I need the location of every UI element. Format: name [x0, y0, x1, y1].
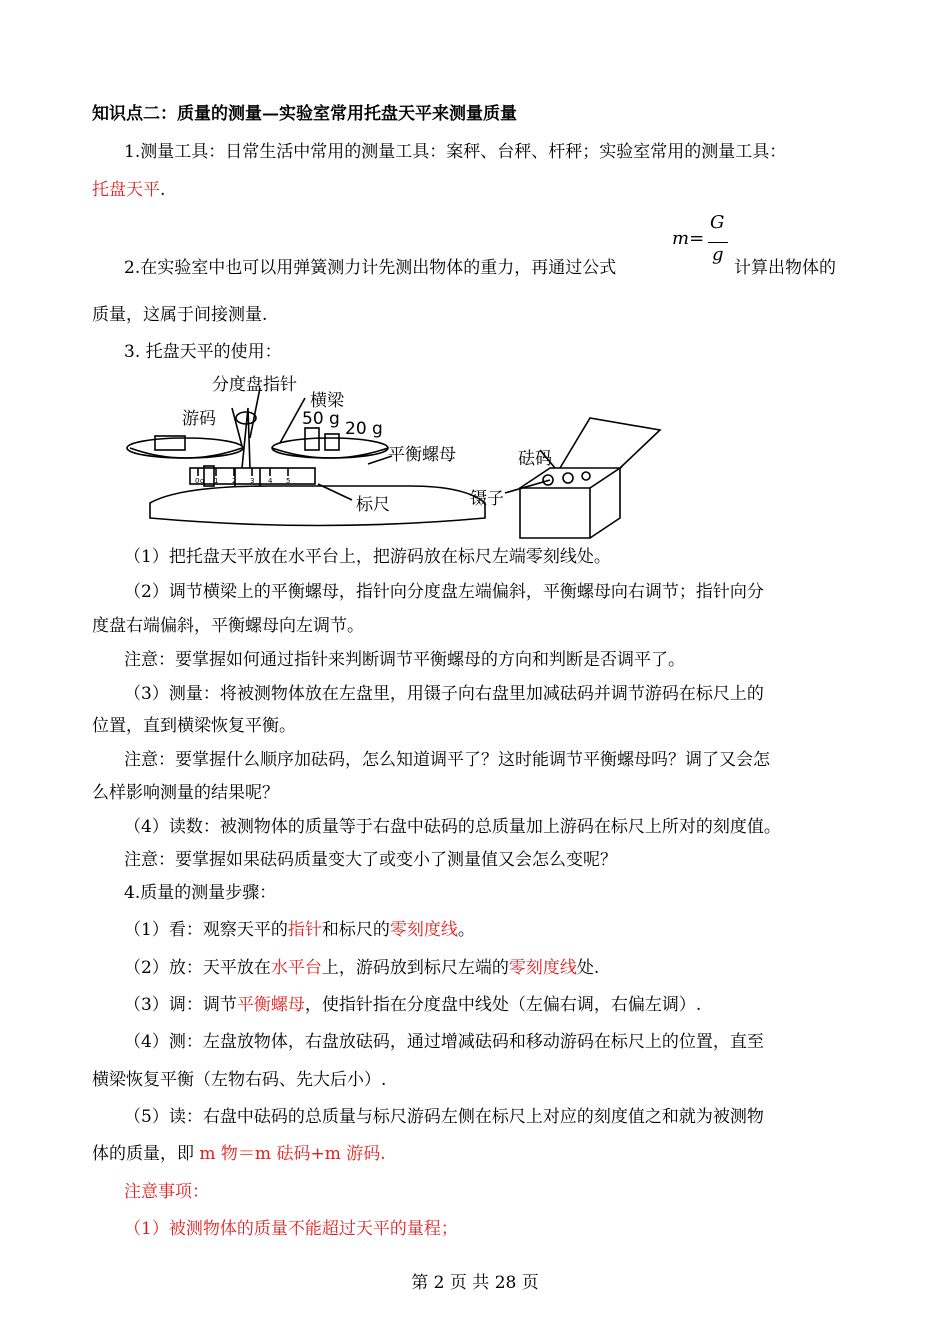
text-fragment: （3）调：调节: [124, 995, 237, 1015]
label-weights: 砝码: [518, 449, 552, 469]
paragraph-indirect-line2: 质量，这属于间接测量.: [92, 305, 268, 325]
page-footer: 第 2 页 共 28 页: [411, 1273, 539, 1293]
left-pan-bowl: [130, 448, 242, 458]
label-rider: 游码: [182, 409, 216, 429]
highlight-zero-line: 零刻度线: [508, 958, 577, 978]
key-step-2: [124, 956, 894, 980]
paragraph-usage-title: 3. 托盘天平的使用：: [124, 342, 282, 362]
step-1: （1）把托盘天平放在水平台上，把游码放在标尺左端零刻线处。: [124, 547, 611, 567]
caution-title: 注意事项：: [124, 1182, 209, 1202]
balance-diagram: [120, 368, 680, 548]
weight-box-front: [520, 488, 590, 538]
text-fragment: 体的质量，即: [92, 1144, 194, 1164]
rider-slider: [204, 466, 214, 486]
label-weight-50: 50 g: [302, 409, 340, 429]
formula-numerator: G: [710, 212, 725, 233]
pointer: [242, 408, 250, 468]
highlight-tray-balance: 托盘天平: [92, 180, 160, 200]
formula-lhs: m=: [672, 228, 705, 249]
text-fragment: 。: [457, 920, 475, 940]
weight-20: [325, 434, 339, 450]
step-3-line1: （3）测量：将被测物体放在左盘里，用镊子向右盘里加减砝码并调节游码在标尺上的: [124, 684, 764, 704]
label-scale-bar: 标尺: [356, 495, 390, 515]
step-2-line2: 度盘右端偏斜，平衡螺母向左调节。: [92, 616, 364, 636]
weight-box-lid: [560, 418, 660, 468]
tick-label-3: 3: [250, 477, 255, 485]
key-step-5-line1: （5）读：右盘中砝码的总质量与标尺游码左侧在标尺上对应的刻度值之和就为被测物: [124, 1107, 764, 1127]
paragraph-indirect-line1-end: 计算出物体的: [734, 258, 836, 278]
label-balance-nut: 平衡螺母: [388, 445, 456, 465]
label-weight-20: 20 g: [345, 419, 383, 439]
text-fragment: 上，游码放到标尺左端的: [321, 958, 509, 978]
tick-label-2: 2: [232, 477, 237, 485]
highlight-pointer: 指针: [287, 920, 322, 940]
step-2-line1: （2）调节横梁上的平衡螺母，指针向分度盘左端偏斜，平衡螺母向右调节；指针向分: [124, 582, 764, 602]
text-fragment: （2）放：天平放在: [124, 958, 271, 978]
note-2-line1: 注意：要掌握什么顺序加砝码，怎么知道调平了？这时能调节平衡螺母吗？调了又会怎: [124, 750, 770, 770]
step-4: （4）读数：被测物体的质量等于右盘中砝码的总质量加上游码在标尺上所对的刻度值。: [124, 817, 781, 837]
note-2-line2: 么样影响测量的结果呢？: [92, 783, 279, 803]
note-3: 注意：要掌握如果砝码质量变大了或变小了测量值又会怎么变呢？: [124, 850, 617, 870]
highlight-zero-line: 零刻度线: [389, 920, 458, 940]
key-step-4-line2: 横梁恢复平衡（左物右码、先大后小）.: [92, 1070, 387, 1090]
scale-ticks: [198, 468, 288, 476]
section-heading: 知识点二：质量的测量—实验室常用托盘天平来测量质量: [92, 104, 517, 124]
paragraph-indirect-line1: 2.在实验室中也可以用弹簧测力计先测出物体的重力，再通过公式: [124, 258, 617, 278]
tick-label-g: g: [200, 477, 205, 485]
key-step-1: [124, 918, 894, 942]
paragraph-tools-line1: 1.测量工具：日常生活中常用的测量工具：案秤、台秤、杆秤；实验室常用的测量工具：: [124, 142, 787, 162]
label-tweezers: 镊子: [470, 489, 504, 509]
balance-base: [150, 486, 485, 526]
tick-label-5: 5: [286, 477, 291, 485]
highlight-level-table: 水平台: [270, 958, 322, 978]
key-step-5-line2: [92, 1142, 862, 1166]
paragraph-tools-line2: [92, 178, 862, 202]
label-pointer-scale: 分度盘指针: [212, 375, 297, 395]
tick-label-4: 4: [268, 477, 273, 485]
key-step-3: [124, 993, 894, 1017]
text-fragment: ，使指针指在分度盘中线处（左偏右调，右偏左调）.: [304, 995, 702, 1015]
tick-label-1: 1: [214, 477, 219, 485]
tick-label-0: 0: [195, 477, 200, 485]
highlight-mass-formula: m 物＝m 砝码+m 游码.: [194, 1144, 386, 1164]
measurement-steps-title: 4.质量的测量步骤：: [124, 883, 277, 903]
formula-m-equals-g-over-g: [672, 212, 732, 272]
text-fragment: 处.: [576, 958, 600, 978]
label-beam: 横梁: [310, 391, 344, 411]
key-step-4-line1: （4）测：左盘放物体，右盘放砝码，通过增减砝码和移动游码在标尺上的位置，直至: [124, 1032, 764, 1052]
text-fragment: .: [160, 180, 166, 200]
tweezers-line: [505, 480, 550, 493]
highlight-balance-nut: 平衡螺母: [236, 995, 305, 1015]
fraction-bar: [708, 242, 728, 243]
note-1: 注意：要掌握如何通过指针来判断调节平衡螺母的方向和判断是否调平了。: [124, 650, 685, 670]
text-fragment: 和标尺的: [321, 920, 390, 940]
caution-item-1: （1）被测物体的质量不能超过天平的量程；: [124, 1219, 458, 1239]
right-pan: [272, 438, 388, 458]
text-fragment: （1）看：观察天平的: [124, 920, 288, 940]
formula-denominator: g: [712, 244, 724, 265]
step-3-line2: 位置，直到横梁恢复平衡。: [92, 716, 296, 736]
